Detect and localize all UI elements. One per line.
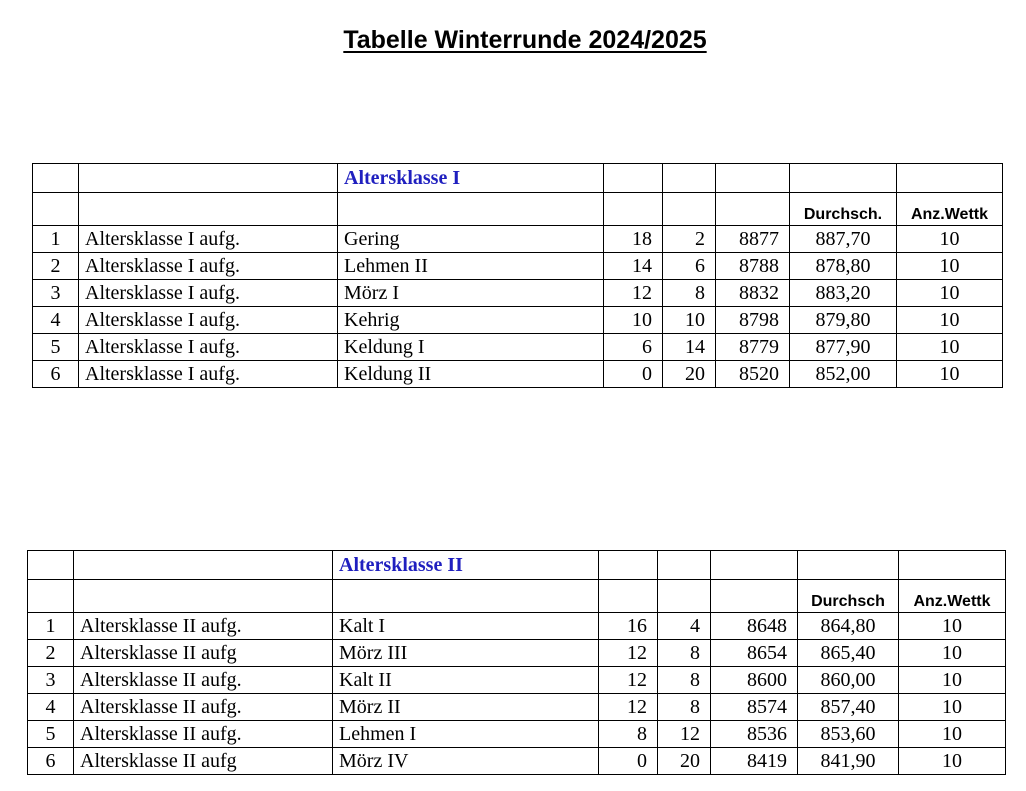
header-average: Durchsch. — [790, 193, 897, 226]
total-score-cell: 8536 — [711, 721, 798, 748]
points-lost-cell: 20 — [663, 361, 716, 388]
points-lost-cell: 14 — [663, 334, 716, 361]
class-cell: Altersklasse I aufg. — [79, 226, 338, 253]
team-cell: Mörz III — [333, 640, 599, 667]
team-cell: Keldung I — [338, 334, 604, 361]
average-cell: 865,40 — [798, 640, 899, 667]
team-cell: Lehmen II — [338, 253, 604, 280]
points-won-cell: 18 — [604, 226, 663, 253]
points-won-cell: 10 — [604, 307, 663, 334]
average-cell: 878,80 — [790, 253, 897, 280]
total-score-cell: 8654 — [711, 640, 798, 667]
average-cell: 879,80 — [790, 307, 897, 334]
total-score-cell: 8779 — [716, 334, 790, 361]
rank-cell: 3 — [28, 667, 74, 694]
team-cell: Gering — [338, 226, 604, 253]
header-average: Durchsch — [798, 580, 899, 613]
average-cell: 860,00 — [798, 667, 899, 694]
page-title: Tabelle Winterrunde 2024/2025 — [343, 26, 707, 54]
average-cell: 857,40 — [798, 694, 899, 721]
average-cell: 864,80 — [798, 613, 899, 640]
average-cell: 883,20 — [790, 280, 897, 307]
table-row — [33, 361, 1003, 388]
total-score-cell: 8419 — [711, 748, 798, 775]
competitions-cell: 10 — [899, 640, 1006, 667]
team-cell: Kalt II — [333, 667, 599, 694]
total-score-cell: 8648 — [711, 613, 798, 640]
table-row — [33, 334, 1003, 361]
header-competitions: Anz.Wettk — [897, 193, 1003, 226]
table-row — [28, 721, 1006, 748]
team-cell: Mörz II — [333, 694, 599, 721]
class-cell: Altersklasse I aufg. — [79, 253, 338, 280]
total-score-cell: 8520 — [716, 361, 790, 388]
rank-cell: 5 — [28, 721, 74, 748]
team-cell: Keldung II — [338, 361, 604, 388]
class-cell: Altersklasse II aufg. — [74, 667, 333, 694]
competitions-cell: 10 — [897, 226, 1003, 253]
rank-cell: 2 — [33, 253, 79, 280]
points-lost-cell: 8 — [658, 640, 711, 667]
column-header-row — [33, 193, 1003, 226]
competitions-cell: 10 — [897, 361, 1003, 388]
points-lost-cell: 8 — [658, 694, 711, 721]
team-cell: Kehrig — [338, 307, 604, 334]
total-score-cell: 8788 — [716, 253, 790, 280]
section-title-row — [33, 164, 1003, 193]
table-row — [33, 226, 1003, 253]
section-title-row — [28, 551, 1006, 580]
points-lost-cell: 8 — [663, 280, 716, 307]
points-won-cell: 12 — [604, 280, 663, 307]
standings-table-altersklasse-2 — [27, 550, 1006, 775]
class-cell: Altersklasse II aufg. — [74, 721, 333, 748]
table-row — [33, 253, 1003, 280]
team-cell: Lehmen I — [333, 721, 599, 748]
competitions-cell: 10 — [897, 307, 1003, 334]
rank-cell: 6 — [28, 748, 74, 775]
points-won-cell: 14 — [604, 253, 663, 280]
average-cell: 841,90 — [798, 748, 899, 775]
competitions-cell: 10 — [897, 253, 1003, 280]
average-cell: 877,90 — [790, 334, 897, 361]
average-cell: 887,70 — [790, 226, 897, 253]
points-won-cell: 12 — [599, 667, 658, 694]
team-cell: Kalt I — [333, 613, 599, 640]
rank-cell: 1 — [28, 613, 74, 640]
class-cell: Altersklasse I aufg. — [79, 361, 338, 388]
rank-cell: 4 — [33, 307, 79, 334]
class-cell: Altersklasse I aufg. — [79, 334, 338, 361]
points-won-cell: 6 — [604, 334, 663, 361]
points-won-cell: 16 — [599, 613, 658, 640]
total-score-cell: 8574 — [711, 694, 798, 721]
team-cell: Mörz IV — [333, 748, 599, 775]
points-won-cell: 0 — [604, 361, 663, 388]
points-lost-cell: 4 — [658, 613, 711, 640]
competitions-cell: 10 — [899, 721, 1006, 748]
competitions-cell: 10 — [897, 334, 1003, 361]
competitions-cell: 10 — [899, 613, 1006, 640]
points-lost-cell: 8 — [658, 667, 711, 694]
rank-cell: 5 — [33, 334, 79, 361]
standings-table-altersklasse-1 — [32, 163, 1003, 388]
table-row — [28, 748, 1006, 775]
table-row — [28, 613, 1006, 640]
class-cell: Altersklasse I aufg. — [79, 280, 338, 307]
section-title: Altersklasse I — [338, 164, 604, 193]
total-score-cell: 8798 — [716, 307, 790, 334]
class-cell: Altersklasse I aufg. — [79, 307, 338, 334]
average-cell: 853,60 — [798, 721, 899, 748]
points-lost-cell: 10 — [663, 307, 716, 334]
table-row — [33, 307, 1003, 334]
team-cell: Mörz I — [338, 280, 604, 307]
points-lost-cell: 12 — [658, 721, 711, 748]
rank-cell: 6 — [33, 361, 79, 388]
column-header-row — [28, 580, 1006, 613]
table-row — [28, 667, 1006, 694]
competitions-cell: 10 — [899, 694, 1006, 721]
table-row — [33, 280, 1003, 307]
class-cell: Altersklasse II aufg — [74, 748, 333, 775]
rank-cell: 4 — [28, 694, 74, 721]
points-lost-cell: 2 — [663, 226, 716, 253]
class-cell: Altersklasse II aufg. — [74, 613, 333, 640]
class-cell: Altersklasse II aufg. — [74, 694, 333, 721]
class-cell: Altersklasse II aufg — [74, 640, 333, 667]
points-won-cell: 0 — [599, 748, 658, 775]
section-title: Altersklasse II — [333, 551, 599, 580]
points-won-cell: 12 — [599, 694, 658, 721]
points-won-cell: 12 — [599, 640, 658, 667]
total-score-cell: 8877 — [716, 226, 790, 253]
competitions-cell: 10 — [897, 280, 1003, 307]
points-lost-cell: 6 — [663, 253, 716, 280]
table-row — [28, 694, 1006, 721]
rank-cell: 3 — [33, 280, 79, 307]
competitions-cell: 10 — [899, 667, 1006, 694]
rank-cell: 2 — [28, 640, 74, 667]
total-score-cell: 8832 — [716, 280, 790, 307]
points-lost-cell: 20 — [658, 748, 711, 775]
competitions-cell: 10 — [899, 748, 1006, 775]
table-row — [28, 640, 1006, 667]
points-won-cell: 8 — [599, 721, 658, 748]
rank-cell: 1 — [33, 226, 79, 253]
average-cell: 852,00 — [790, 361, 897, 388]
total-score-cell: 8600 — [711, 667, 798, 694]
header-competitions: Anz.Wettk — [899, 580, 1006, 613]
